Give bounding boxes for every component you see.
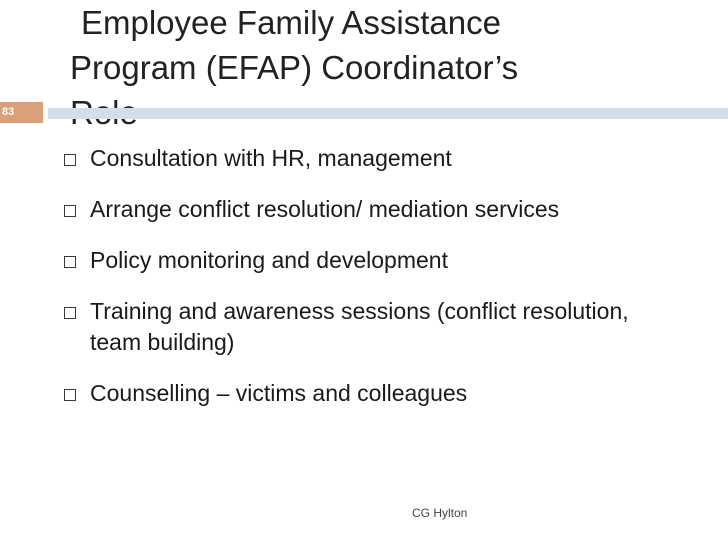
title-divider-bar: [48, 108, 728, 119]
bullet-item: [60, 378, 660, 409]
checkbox-bullet-icon: [64, 307, 76, 319]
checkbox-bullet-icon: [64, 154, 76, 166]
checkbox-bullet-icon: [64, 205, 76, 217]
bullet-text: Consultation with HR, management: [90, 145, 452, 171]
checkbox-bullet-icon: [64, 256, 76, 268]
slide-number: 83: [2, 106, 15, 118]
bullet-text: Policy monitoring and development: [90, 247, 448, 273]
bullet-item: [60, 296, 660, 358]
bullet-text: Training and awareness sessions (conflict resolution, team building): [90, 298, 629, 355]
footer-author: CG Hylton: [412, 506, 468, 520]
bullet-text: Counselling – victims and colleagues: [90, 380, 468, 406]
bullet-item: [60, 143, 660, 174]
bullet-item: [60, 245, 660, 276]
checkbox-bullet-icon: [64, 389, 76, 401]
slide-title-line-2: Program (EFAP) Coordinator’s: [70, 49, 519, 86]
bullet-text: Arrange conflict resolution/ mediation services: [90, 196, 560, 222]
slide-title-line-1: Employee Family Assistance: [81, 4, 501, 41]
bullet-item: [60, 194, 660, 225]
bullet-list: [60, 143, 660, 429]
divider-gap: [43, 102, 48, 123]
